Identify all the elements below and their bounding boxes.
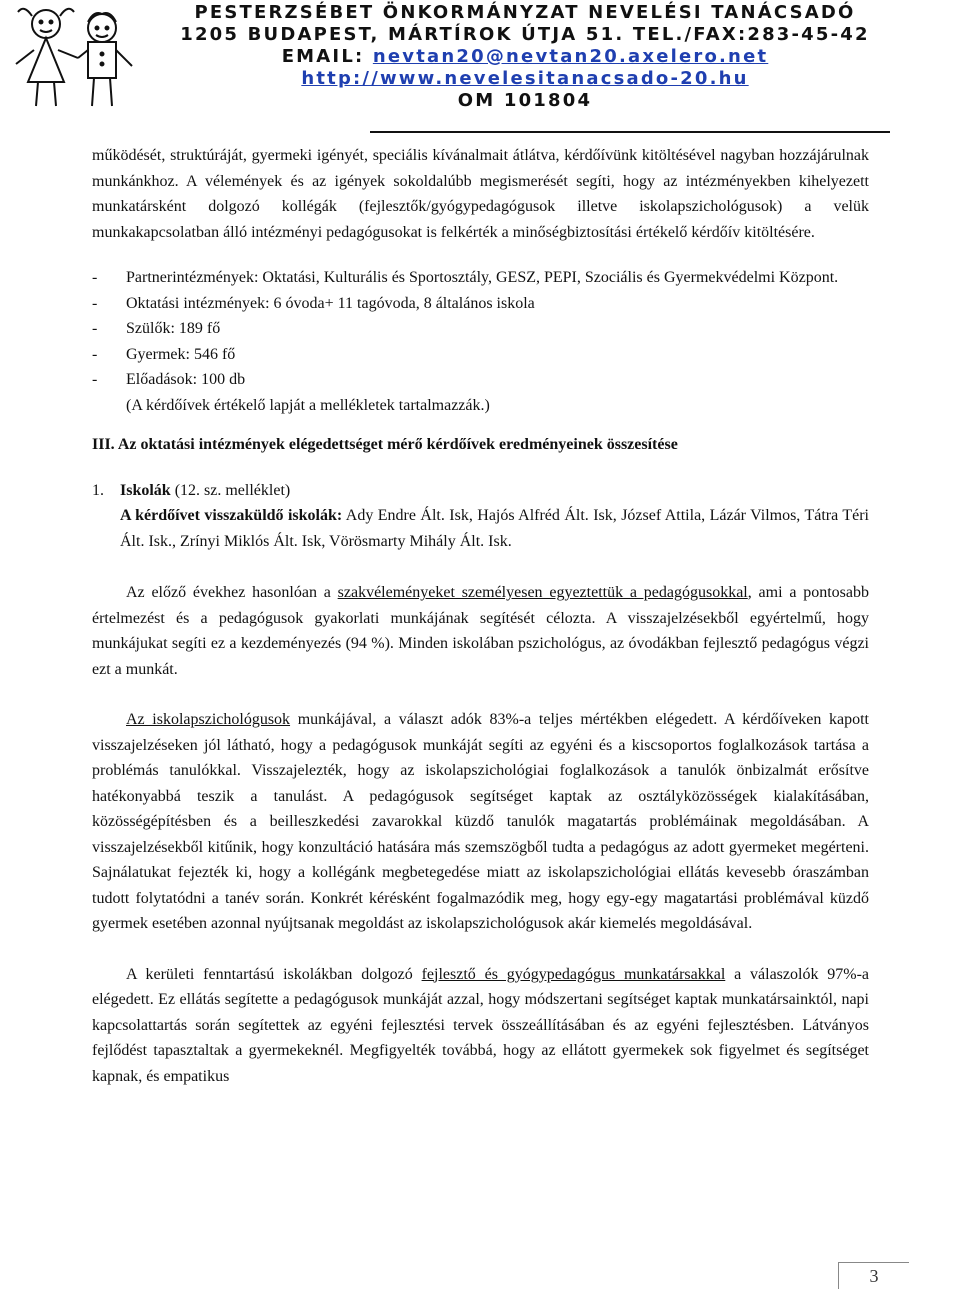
- list-item: - Szülők: 189 fő: [92, 320, 221, 337]
- subsection-ref: (12. sz. melléklet): [170, 481, 291, 499]
- header-divider: [370, 131, 890, 133]
- paragraph-consultation: Az előző évekhez hasonlóan a szakvéleményeket személyesen egyeztettük a pedagógusokkal, ami a pontosabb értelmezést és a pedagógusok gyakorlati munkájának segítését célozta. A visszajelzésekből egyértelmű, hogy munkájukat segíti ez a kezdeményezés (94 %). Minden iskolában pszichológus, az óvodákban fejlesztő pedagógus végzi ezt a munkát.: [92, 584, 869, 678]
- children-drawing-icon: [10, 2, 140, 112]
- document-body: [92, 143, 869, 1089]
- section-number: III.: [92, 436, 115, 453]
- website-link[interactable]: http://www.nevelesitanacsado-20.hu: [301, 68, 749, 89]
- schools-list: Ady Endre Ált. Isk, Hajós Alfréd Ált. Isk, József Attila, Lázár Vilmos, Tátra Téri Ált. Isk., Zrínyi Miklós Ált. Isk, Vörösmarty Mihály Ált. Isk.: [120, 507, 869, 550]
- page-number: 3: [838, 1262, 909, 1289]
- list-note: (A kérdőívek értékelő lapját a mellékletek tartalmazzák.): [126, 396, 490, 414]
- intro-paragraph: működését, struktúráját, gyermeki igényét, speciális kívánalmait átlátva, kérdőívünk kitöltésével nagyban hozzájárulnak munkánkhoz. A vélemények és az igények sokoldalúbb megismerését segíti, hogy az intézményekben kihelyezett munkatársként dolgozó kollégák (fejlesztők/gyógypedagógusok illetve iskolapszichológusok) a velük munkakapcsolatban álló intézményi pedagógusokat is felkérték a minőségbiztosítási értékelő kérdőív kitöltésére.: [92, 147, 869, 241]
- section-title: Az oktatási intézmények elégedettséget mérő kérdőívek eredményeinek összesítése: [117, 436, 678, 453]
- om-number: OM 101804: [457, 90, 593, 111]
- letterhead-text: [165, 2, 885, 112]
- paragraph-developers: A kerületi fenntartású iskolákban dolgozó fejlesztő és gyógypedagógus munkatársakkal a válaszolók 97%-a elégedett. Ez ellátás segítette a pedagógusok munkáját azzal, hogy módszertani segítséget kaptak munkatársainktól, napi kapcsolattartás során segítettek az egyéni fejlesztési tervek összeállításában és az egyéni fejlesztésben. Látványos fejlődést tapasztaltak a gyermekeknél. Megfigyelték továbbá, hogy az ellátott gyermekek sok figyelmet és segítséget kapnak, és empatikus: [92, 965, 870, 1085]
- section-heading: [92, 432, 869, 458]
- subsection-title: Iskolák: [120, 481, 171, 499]
- list-item: - Gyermek: 546 fő: [92, 345, 236, 363]
- list-item: - Oktatási intézmények: 6 óvoda+ 11 tagóvoda, 8 általános iskola: [92, 294, 535, 312]
- org-email: [165, 46, 885, 68]
- letterhead: [0, 0, 960, 135]
- paragraph-psychologists: Az iskolapszichológusok munkájával, a választ adók 83%-a teljes mértékben elégedett. A kérdőíveken kapott visszajelzéseken jól látható, hogy a pedagógusok munkáját segíti az egyéni és a kiscsoportos foglalkozások tartása a problémás tanulókkal. Visszajelezték, hogy az iskolapszichológiai foglalkozások a tanulók önbizalmát erősítve hatékonyabbá teszik a tanulást. A pedagógusok segítséget kaptak az osztályközösségek kialakításában, közösségépítésben és a beilleszkedési zavarokkal küzdő tanulók magatartás problémáinak megoldásában. A visszajelzésekből kitűnik, hogy konzultáció hatására más szemszögből tudta a pedagógus az adott gyermeket megérteni. Sajnálatukat fejezték ki, hogy a kollégánk megbetegedése miatt az iskolapszichológiai ellátás kevesebb óraszámban tudott folytatódni a tanév során. Konkrét kérésként fogalmazódik meg, hogy egy-egy magatartási problémával küzdő gyermek esetében azonnal nyújtsanak megoldást az iskolapszichológusok akár kiemelés megoldásával.: [92, 711, 869, 932]
- subsection-number: 1.: [92, 481, 104, 499]
- list-item: - Partnerintézmények: Oktatási, Kulturális és Sportosztály, GESZ, PEPI, Szociális és Gyermekvédelmi Központ.: [92, 269, 839, 286]
- org-address: 1205 BUDAPEST, MÁRTÍROK ÚTJA 51. TEL./FAX:283-45-42: [180, 24, 870, 45]
- email-link[interactable]: nevtan20@nevtan20.axelero.net: [372, 46, 769, 67]
- schools-paragraph: [92, 503, 869, 554]
- email-label: EMAIL:: [281, 46, 373, 67]
- subsection-heading: [92, 478, 869, 504]
- schools-label: A kérdőívet visszaküldő iskolák:: [120, 507, 343, 524]
- respondent-list: [92, 265, 869, 418]
- org-name: PESTERZSÉBET ÖNKORMÁNYZAT NEVELÉSI TANÁCSADÓ: [194, 2, 856, 23]
- list-item: - Előadások: 100 db: [92, 371, 246, 388]
